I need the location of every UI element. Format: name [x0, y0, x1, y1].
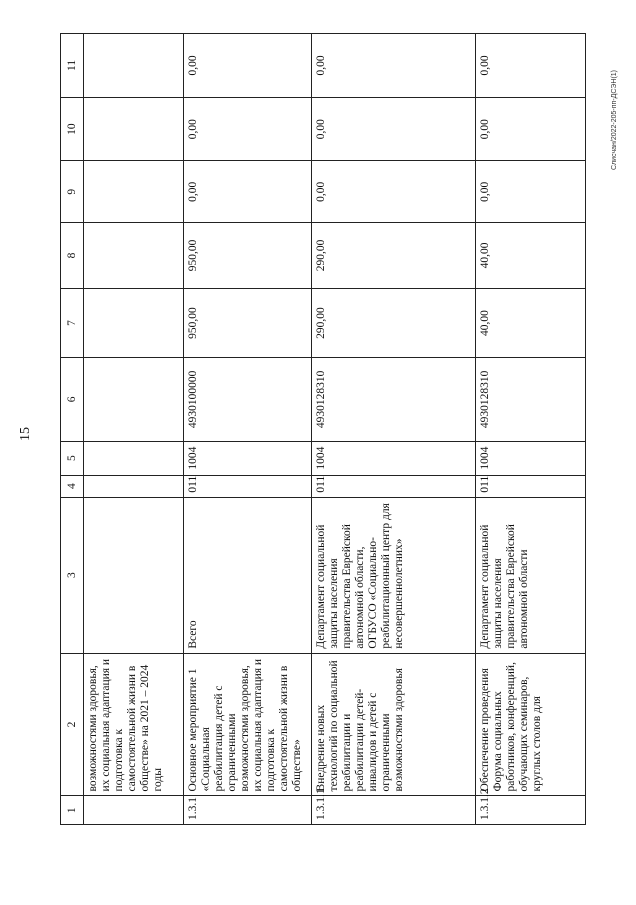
- cell-total: 290,00: [312, 288, 476, 357]
- col-header: 10: [61, 97, 84, 161]
- cell-year-1: 290,00: [312, 223, 476, 289]
- cell-name: Основное мероприятие 1 «Социальная реабилитация детей с ограниченными возможностями здоровья, их социальная адаптация и подготовка к самостоятельной жизни в обществе»: [184, 653, 312, 796]
- budget-table: [60, 33, 586, 825]
- cell-executor: Всего: [184, 497, 312, 653]
- cell-executor: Департамент социальной защиты населения правительства Еврейской автономной области: [476, 497, 586, 653]
- col-header: 2: [61, 653, 84, 796]
- col-header: 1: [61, 796, 84, 825]
- cell-year-2: [84, 161, 184, 223]
- cell-name: возможностями здоровья, их социальная адаптация и подготовка к самостоятельной жизни в обществе» на 2021 – 2024 годы: [84, 653, 184, 796]
- cell-csr: [84, 358, 184, 441]
- table-row: [312, 34, 476, 825]
- cell-year-3: 0,00: [184, 97, 312, 161]
- cell-executor: Департамент социальной защиты населения правительства Еврейской автономной области, ОГБУСО «Социально-реабилитационный центр для несовершеннолетних»: [312, 497, 476, 653]
- cell-grbs: 011: [476, 475, 586, 497]
- col-header: 5: [61, 441, 84, 475]
- cell-name: Обеспечение проведения Форума социальных работников, конференций, обучающих семинаров, круглых столов для: [476, 653, 586, 796]
- cell-csr: 4930100000: [184, 358, 312, 441]
- cell-year-4: 0,00: [312, 34, 476, 98]
- col-header: 8: [61, 223, 84, 289]
- col-header: 11: [61, 34, 84, 98]
- cell-rzpr: [84, 441, 184, 475]
- cell-csr: 4930128310: [476, 358, 586, 441]
- cell-total: [84, 288, 184, 357]
- cell-name: Внедрение новых технологий по социальной реабилитации и реабилитации детей-инвалидов и детей с ограниченными возможностями здоровья: [312, 653, 476, 796]
- cell-number: 1.3.1: [184, 796, 312, 825]
- rotated-table-container: [60, 33, 590, 825]
- cell-total: 40,00: [476, 288, 586, 357]
- cell-year-4: [84, 34, 184, 98]
- cell-year-4: 0,00: [184, 34, 312, 98]
- table-row: [184, 34, 312, 825]
- page-number: 15: [18, 427, 33, 441]
- cell-year-2: 0,00: [312, 161, 476, 223]
- cell-rzpr: 1004: [312, 441, 476, 475]
- col-header: 3: [61, 497, 84, 653]
- cell-year-4: 0,00: [476, 34, 586, 98]
- cell-year-1: [84, 223, 184, 289]
- cell-rzpr: 1004: [476, 441, 586, 475]
- cell-year-3: 0,00: [312, 97, 476, 161]
- cell-year-3: [84, 97, 184, 161]
- table-row: [84, 34, 184, 825]
- cell-year-2: 0,00: [476, 161, 586, 223]
- cell-year-1: 40,00: [476, 223, 586, 289]
- header-row: [61, 34, 84, 825]
- cell-number: [84, 796, 184, 825]
- cell-number: 1.3.1.1: [312, 796, 476, 825]
- cell-total: 950,00: [184, 288, 312, 357]
- cell-year-3: 0,00: [476, 97, 586, 161]
- document-code: Слисчан/2022-205-пп-ДСЭН(1): [611, 69, 618, 170]
- cell-grbs: [84, 475, 184, 497]
- cell-csr: 4930128310: [312, 358, 476, 441]
- col-header: 9: [61, 161, 84, 223]
- cell-rzpr: 1004: [184, 441, 312, 475]
- col-header: 6: [61, 358, 84, 441]
- col-header: 4: [61, 475, 84, 497]
- cell-executor: [84, 497, 184, 653]
- col-header: 7: [61, 288, 84, 357]
- cell-grbs: 011: [312, 475, 476, 497]
- table-row: [476, 34, 586, 825]
- cell-number: 1.3.1.2: [476, 796, 586, 825]
- cell-year-2: 0,00: [184, 161, 312, 223]
- cell-grbs: 011: [184, 475, 312, 497]
- cell-year-1: 950,00: [184, 223, 312, 289]
